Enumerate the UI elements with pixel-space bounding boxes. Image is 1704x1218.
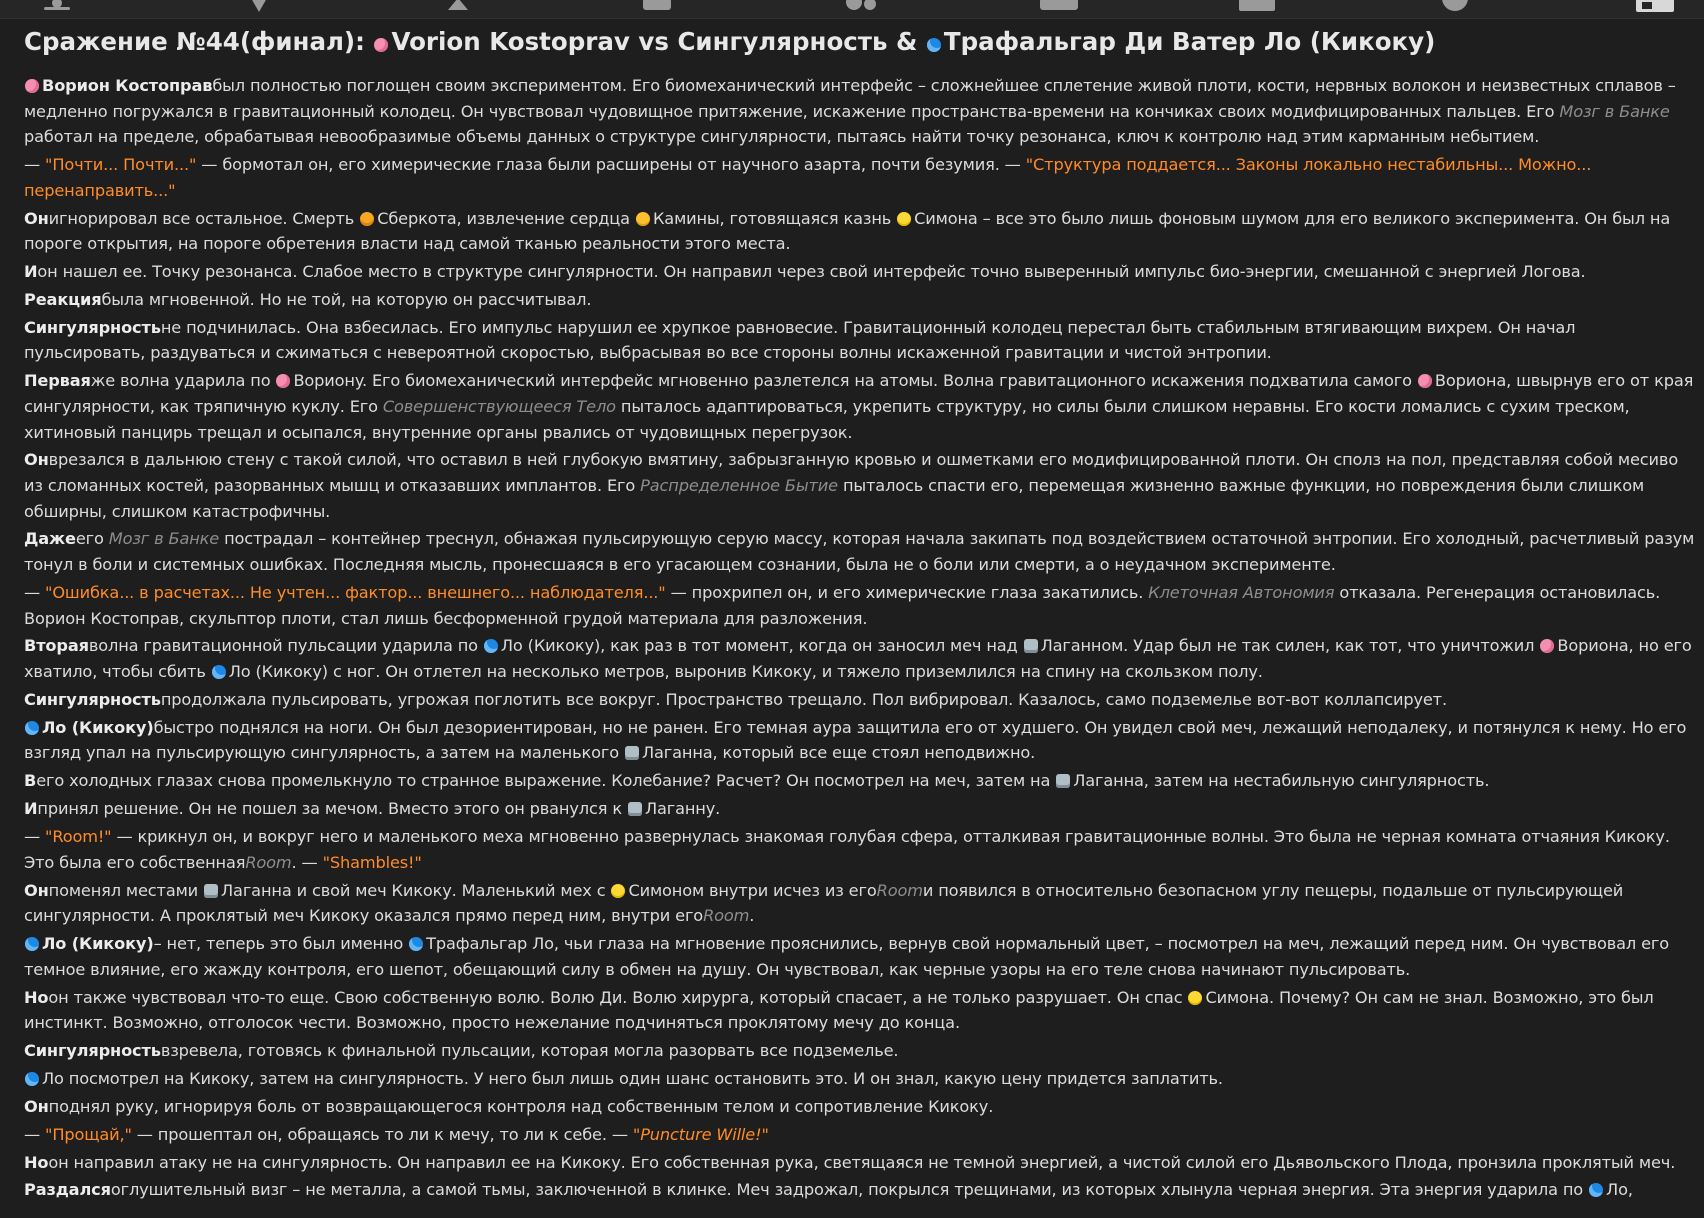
story-text [24, 73, 1696, 1203]
narration-text: пыталось адаптироваться, укрепить структуру, но силы были слишком неравны. Его кости ломались с сухим треском, хитиновый панцирь трещал и осыпался, внутренние органы рвались от чудовищных перегрузок. [24, 396, 1630, 442]
robot-emoji-icon [1056, 774, 1070, 788]
paragraph-lead: Реакция [24, 289, 102, 309]
narration-text: была мгновенной. Но не той, на которую он рассчитывал. [101, 289, 592, 309]
narration-text: Ло посмотрел на Кикоку, затем на сингулярность. У него был лишь один шанс остановить это. И он знал, какую цену придется заплатить. [24, 1069, 1223, 1088]
narration-text: — [24, 1124, 46, 1144]
ability-name: Room [876, 880, 923, 900]
paragraph-lead: Первая [24, 371, 91, 391]
wave-emoji-icon [212, 665, 226, 679]
narration-text: он направил атаку не на сингулярность. Он направил ее на Кикоку. Его собственная рука, светящаяся не темной энергией, а чистой силой его Дьявольского Плода, пронзила проклятый меч. [48, 1152, 1676, 1172]
brain-emoji-icon [1418, 374, 1432, 388]
spoken-line: "Shambles!" [322, 852, 422, 872]
narration-text: поднял руку, игнорируя боль от возвращающегося контроля над собственным телом и сопротивление Кикоку. [48, 1096, 994, 1116]
story-paragraph [24, 259, 1696, 285]
story-paragraph [24, 931, 1696, 982]
narration-text: был полностью поглощен своим экспериментом. Его биомеханический интерфейс – сложнейшее сплетение живой плоти, кости, нервных волокон и неизвестных сплавов – медленно погружался в гравитационный колодец. Он чувствовал чудовищное притяжение, искажение пространства-времени на кончиках своих модифицированных пальцев. Его [24, 76, 1676, 121]
narration-text: он также чувствовал что-то еще. Свою собственную волю. Волю Ди. Волю хирурга, который спасает, а не только разрушает. Он спас Симона. Почему? Он сам не знал. Возможно, это был инстинкт. Возможно, отголосок чести. Возможно, просто нежелание подчиняться проклятому мечу до конца. [24, 987, 1654, 1033]
story-paragraph [24, 206, 1696, 257]
ability-name: Room [245, 852, 292, 872]
story-paragraph [24, 1038, 1696, 1064]
narration-text: взревела, готовясь к финальной пульсации, которая могла разорвать все подземелье. [160, 1041, 899, 1061]
narration-text: – нет, теперь это был именно Трафальгар Ло, чьи глаза на мгновение прояснились, вернув свой нормальный цвет, – посмотрел на меч, лежащий перед ним. Он чувствовал его темное влияние, его жажду контроля, его шепот, обещающий силу в обмен на душу. Он чувствовал, как черные узоры на его теле снова начинают пульсировать. [24, 934, 1670, 979]
battle-title: Сражение №44(финал): Vorion Kostoprav vs Сингулярность & Трафальгар Ди Ватер Ло (Кикоку) [24, 27, 1436, 56]
scroll-icon[interactable] [1038, 0, 1080, 14]
spoken-line: " [632, 1124, 641, 1144]
face-emoji-icon [611, 884, 625, 898]
paragraph-lead: Даже [24, 529, 76, 549]
story-paragraph [24, 633, 1696, 684]
story-paragraph [24, 687, 1696, 713]
story-paragraph [24, 526, 1696, 577]
narration-text: волна гравитационной пульсации ударила по Ло (Кикоку), как раз в тот момент, когда он заносил меч над Лаганном. Удар был не так силен, как тот, что уничтожил Вориона, но его хватило, чтобы сбить Ло (Кикоку) с ног. Он отлетел на несколько метров, выронив Кикоку, и тяжело приземлился на спину на скользком полу. [24, 636, 1692, 682]
narration-text: не подчинилась. Она взбесилась. Его импульс нарушил ее хрупкое равновесие. Гравитационный колодец перестал быть стабильным втягивающим вихрем. Он начал пульсировать, раздуваться и сжиматься с невероятной скоростью, выбрасывая во все стороны волны искаженной гравитации и чистой энтропии. [24, 317, 1576, 363]
narration-text: продолжала пульсировать, угрожая поглотить все вокруг. Пространство трещало. Пол вибрировал. Казалось, само подземелье вот-вот коллапсирует. [160, 689, 1447, 709]
story-paragraph [24, 1094, 1696, 1120]
paragraph-lead: Он [24, 1096, 49, 1116]
top-navigation-bar [0, 0, 1704, 19]
paragraph-lead: Ло (Кикоку) [24, 718, 154, 737]
spoken-line: "Структура поддается... Законы локально нестабильны... Можно... перенаправить..." [24, 155, 1592, 200]
paragraph-lead: И [24, 799, 38, 819]
paragraph-lead: Он [24, 880, 49, 900]
paragraph-lead: Вторая [24, 636, 89, 656]
robot-emoji-icon [1024, 639, 1038, 653]
story-paragraph [24, 715, 1696, 766]
paragraph-lead: Сингулярность [24, 317, 161, 337]
story-paragraph [24, 1122, 1696, 1148]
story-paragraph [24, 985, 1696, 1036]
story-paragraph [24, 287, 1696, 313]
spoken-line: " [761, 1124, 769, 1144]
story-paragraph [24, 824, 1696, 875]
map-pin-icon[interactable] [248, 0, 270, 14]
narration-text: пыталось спасти его, перемещая жизненно важные функции, но повреждения были слишком обширны, слишком катастрофичны. [24, 475, 1645, 521]
user-sliders-icon[interactable] [40, 0, 74, 14]
narration-text: — [24, 155, 46, 175]
story-paragraph [24, 368, 1696, 445]
narration-text: его [75, 529, 109, 549]
narration-text: врезался в дальнюю стену с такой силой, что оставил в ней глубокую вмятину, забрызганную кровью и ошметками его модифицированной плоти. Он сполз на пол, представляя собой месиво из сломанных костей, разорванных мышц и отказавших имплантов. Его [24, 450, 1679, 495]
ability-name: Мозг в Банке [1559, 101, 1670, 121]
paragraph-lead: В [24, 771, 37, 791]
story-paragraph [24, 878, 1696, 929]
paragraph-lead: Ло (Кикоку) [24, 934, 154, 953]
narration-text: . [749, 906, 755, 926]
narration-text: — крикнул он, и вокруг него и маленького меха мгновенно развернулась знакомая голубая сфера, отталкивая гравитационные волны. Это была не черная комната отчаяния Кикоку. Это была его собственная [24, 827, 1670, 872]
wave-emoji-icon [1589, 1183, 1603, 1197]
spoken-line: "Прощай," [45, 1124, 132, 1144]
narration-text: — [24, 827, 46, 847]
story-paragraph [24, 796, 1696, 822]
narration-text: . — [291, 852, 323, 872]
narration-text: его холодных глазах снова промелькнуло то странное выражение. Колебание? Расчет? Он посмотрел на меч, затем на Лаганна, затем на нестабильную сингулярность. [36, 771, 1490, 791]
story-paragraph [24, 315, 1696, 366]
spoken-line: Puncture Wille! [640, 1124, 762, 1144]
narration-text: он нашел ее. Точку резонанса. Слабое место в структуре сингулярности. Он направил через свой интерфейс точно выверенный импульс био-энергии, смешанной с энергией Логова. [37, 262, 1586, 282]
story-paragraph [24, 73, 1696, 150]
paragraph-lead: И [24, 262, 38, 282]
robot-emoji-icon [204, 884, 218, 898]
story-paragraph [24, 447, 1696, 524]
paragraph-lead: Он [24, 450, 49, 470]
paragraph-lead: Сингулярность [24, 689, 161, 709]
smile-icon[interactable] [1438, 0, 1472, 14]
ability-name: Клеточная Автономия [1148, 582, 1335, 602]
narration-text: пострадал – контейнер треснул, обнажая пульсирующую серую массу, которая начала закипать под воздействием остаточной энтропии. Его холодный, расчетливый разум тонул в боли и системных ошибках. Последняя мысль, пронесшаяся в его угасающем сознании, была не о боли или смерти, а о неудачном эксперименте. [24, 529, 1695, 575]
story-paragraph [24, 580, 1696, 631]
wave-emoji-icon [25, 721, 39, 735]
story-paragraph [24, 768, 1696, 794]
gears-icon[interactable] [838, 0, 882, 14]
robot-emoji-icon [628, 802, 642, 816]
paragraph-lead: Сингулярность [24, 1041, 161, 1061]
narration-text: — прохрипел он, и его химерические глаза закатились. [665, 582, 1149, 602]
package-icon[interactable] [1236, 0, 1278, 14]
spoken-line: "Room!" [45, 827, 112, 847]
narration-text: отказала. Регенерация остановилась. Ворион Костоправ, скульптор плоти, стал лишь бесформенной грудой материала для разложения. [24, 582, 1661, 628]
story-paragraph [24, 1177, 1696, 1203]
spoken-line: "Почти... Почти..." [45, 155, 197, 175]
brain-emoji-icon [25, 79, 39, 93]
wave-emoji-icon [484, 639, 498, 653]
narration-text: принял решение. Он не пошел за мечом. Вместо этого он рванулся к Лаганну. [37, 799, 721, 819]
narration-text: — прошептал он, обращаясь то ли к мечу, то ли к себе. — [131, 1124, 633, 1144]
ability-name: Распределенное Бытие [640, 475, 838, 495]
paragraph-lead: Он [24, 208, 49, 228]
narration-text: оглушительный визг – не металла, а самой тьмы, заключенной в клинке. Меч задрожал, покрылся трещинами, из которых хлынула черная энергия. Эта энергия ударила по Ло, [110, 1180, 1633, 1200]
narration-text: игнорировал все остальное. Смерть Сберкота, извлечение сердца Камины, готовящаяся казнь Симона – все это было лишь фоновым шумом для его великого эксперимента. Он был на пороге открытия, на пороге обретения власти над самой тканью реальности этого места. [24, 208, 1671, 254]
cool-emoji-icon [636, 212, 650, 226]
narration-text: — [24, 582, 46, 602]
brain-emoji-icon [276, 374, 290, 388]
robot-emoji-icon [625, 746, 639, 760]
ability-name: Совершенствующееся Тело [382, 396, 616, 416]
wave-emoji-icon [25, 937, 39, 951]
story-paragraph [24, 152, 1696, 203]
chest-icon[interactable] [642, 0, 672, 14]
ability-name: Room [703, 906, 750, 926]
narration-text: быстро поднялся на ноги. Он был дезориентирован, но не ранен. Его темная аура защитила его от худшего. Он увидел свой меч, лежащий неподалеку, и потянулся к нему. Но его взгляд упал на пульсирующую сингулярность, а затем на маленького Лаганна, который все еще стоял неподвижно. [24, 717, 1687, 763]
paragraph-lead: Ворион Костоправ [24, 76, 212, 95]
narration-text: работал на пределе, обрабатывая невообразимые объемы данных о структуре сингулярности, пытаясь найти точку резонанса, ключ к контролю над этим карманным небытием. [24, 127, 1540, 147]
story-paragraph [24, 1150, 1696, 1176]
narration-text: поменял местами Лаганна и свой меч Кикоку. Маленький мех с Симоном внутри исчез из его [48, 880, 877, 900]
narration-text: же волна ударила по Ворионy. Его биомеханический интерфейс мгновенно разлетелся на атомы. Волна гравитационного искажения подхватила самого Вориона, швырнув его от края сингулярности, как тряпичную куклу. Его [24, 371, 1694, 416]
spoken-line: "Ошибка... в расчетах... Не учтен... фактор... внешнего... наблюдателя..." [45, 582, 666, 602]
face-emoji-icon [897, 212, 911, 226]
face-emoji-icon [1188, 991, 1202, 1005]
id-card-icon[interactable] [1634, 0, 1676, 14]
brain-emoji-icon [1540, 639, 1554, 653]
narration-text: — бормотал он, его химерические глаза были расширены от научного азарта, почти безумия. — [196, 155, 1026, 175]
person-icon[interactable] [444, 0, 472, 14]
story-paragraph [24, 1066, 1696, 1092]
wave-emoji-icon [25, 1072, 39, 1086]
wave-emoji-icon [409, 937, 423, 951]
paragraph-lead: Но [24, 1152, 49, 1172]
brain-emoji-icon [374, 38, 388, 52]
paragraph-lead: Раздался [24, 1180, 111, 1200]
main-content [24, 18, 1696, 1205]
paragraph-lead: Но [24, 987, 49, 1007]
narration-text: и появился в относительно безопасном углу пещеры, подальше от пульсирующей сингулярности. А проклятый меч Кикоку оказался прямо перед ним, внутри его [24, 880, 1624, 926]
wave-emoji-icon [927, 38, 941, 52]
ability-name: Мозг в Банке [108, 529, 220, 549]
cat-emoji-icon [360, 212, 374, 226]
